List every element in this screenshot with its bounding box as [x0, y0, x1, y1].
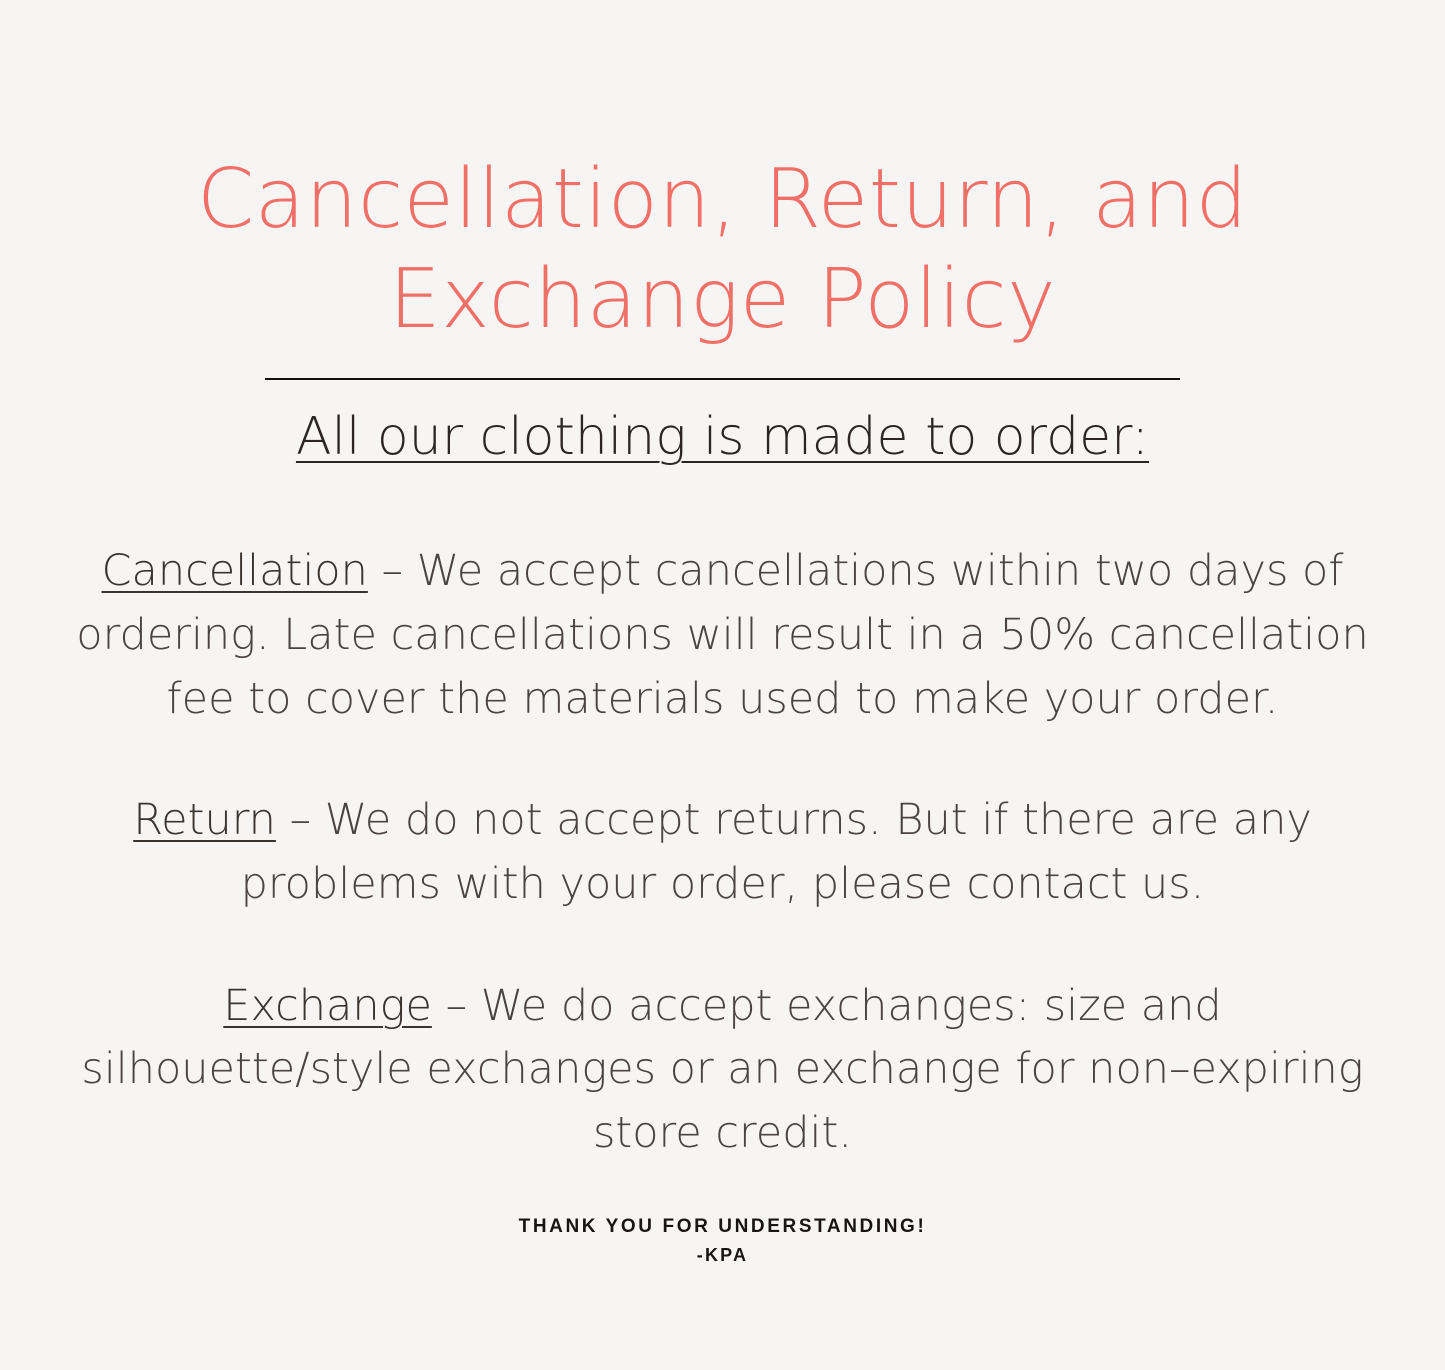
- page-title: Cancellation, Return, and Exchange Policy: [196, 152, 1249, 348]
- section-cancellation-term: Cancellation: [101, 546, 368, 597]
- footer: [0, 1216, 1445, 1266]
- footer-signature: -KPA: [696, 1245, 749, 1265]
- section-cancellation-text: We accept cancellations within two days of ordering. Late cancellations will result in a 50% cancellation fee to cover the materials used to make your order.: [76, 546, 1369, 724]
- section-exchange-term: Exchange: [223, 980, 432, 1031]
- section-cancellation: [73, 468, 1373, 731]
- section-cancellation-dash: –: [367, 546, 417, 597]
- section-return-term: Return: [133, 795, 276, 846]
- section-exchange-text: We do accept exchanges: size and silhouette/style exchanges or an exchange for non–expiring store credit.: [81, 980, 1364, 1158]
- footer-thanks: THANK YOU FOR UNDERSTANDING!: [518, 1216, 927, 1237]
- section-return-dash: –: [275, 795, 325, 846]
- section-return-text: We do not accept returns. But if there are any problems with your order, please contact us.: [240, 795, 1312, 909]
- section-return: [73, 731, 1373, 916]
- page-subtitle: All our clothing is made to order:: [295, 407, 1150, 468]
- section-exchange-dash: –: [431, 980, 481, 1031]
- section-exchange: [73, 917, 1373, 1166]
